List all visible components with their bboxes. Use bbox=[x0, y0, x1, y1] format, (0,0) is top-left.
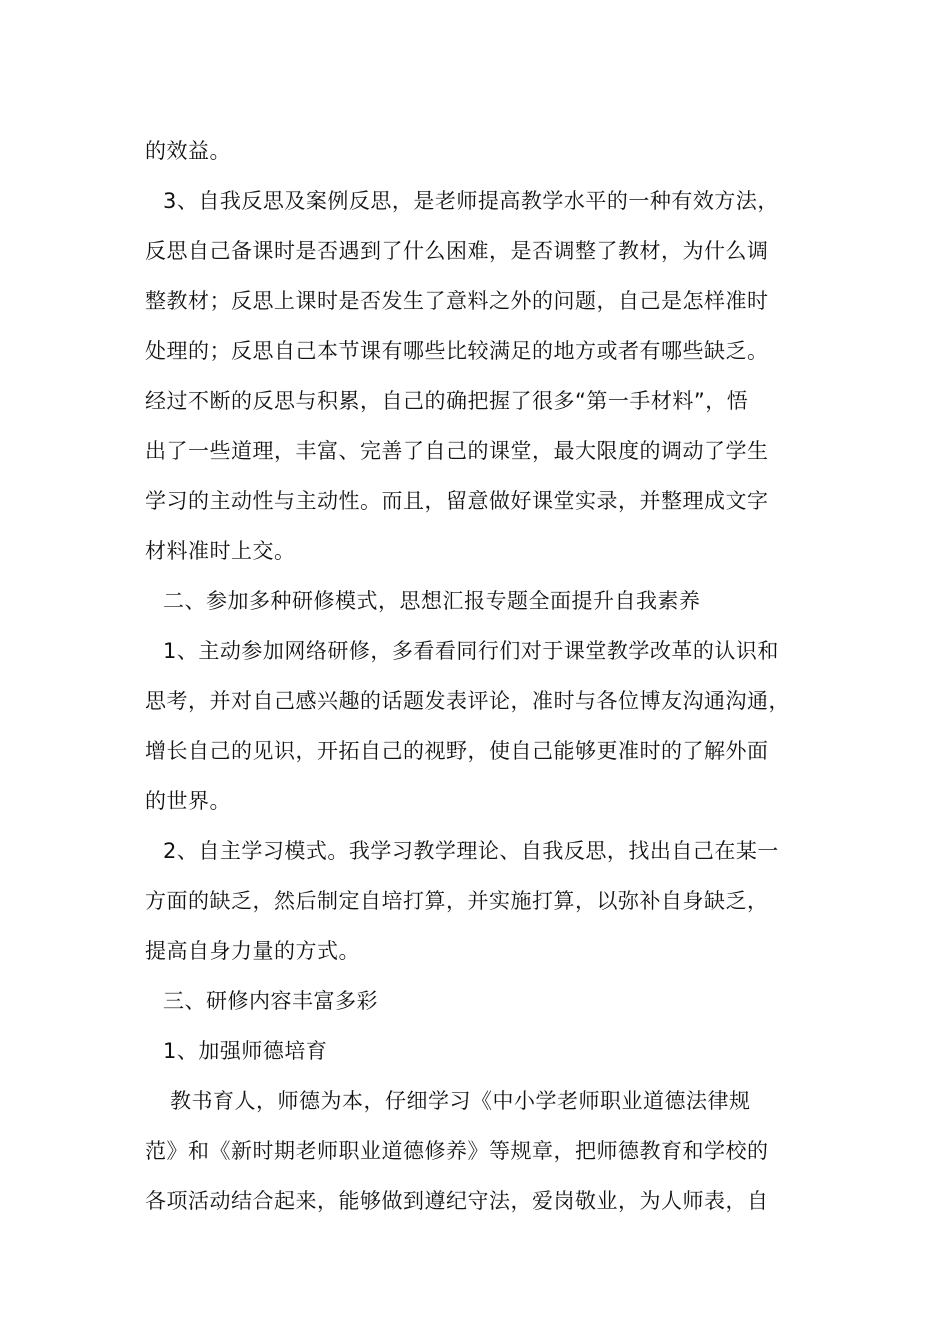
section-heading-2: 二、参加多种研修模式，思想汇报专题全面提升自我素养 bbox=[163, 589, 701, 613]
text-line-7: 出了一些道理，丰富、完善了自己的课堂，最大限度的调动了学生 bbox=[145, 439, 769, 463]
section-heading-3: 三、研修内容丰富多彩 bbox=[163, 989, 378, 1013]
text-line-4: 整教材；反思上课时是否发生了意料之外的问题，自己是怎样准时 bbox=[145, 289, 769, 313]
text-line-20: 教书育人，师德为本，仔细学习《中小学老师职业道德法律规 bbox=[170, 1089, 751, 1113]
text-line-14: 的世界。 bbox=[145, 789, 231, 813]
text-line-3: 反思自己备课时是否遇到了什么困难，是否调整了教材，为什么调 bbox=[145, 239, 769, 263]
text-line-9: 材料准时上交。 bbox=[145, 539, 296, 563]
text-line-16: 方面的缺乏，然后制定自培打算，并实施打算，以弥补自身缺乏， bbox=[145, 889, 769, 913]
text-line-1: 的效益。 bbox=[145, 139, 231, 163]
paragraph-item-3: 3、自我反思及案例反思，是老师提高教学水平的一种有效方法， bbox=[163, 189, 779, 213]
text-line-21: 范》和《新时期老师职业道德修养》等规章，把师德教育和学校的 bbox=[145, 1139, 769, 1163]
paragraph-item-1b: 1、加强师德培育 bbox=[163, 1039, 328, 1063]
text-line-22: 各项活动结合起来，能够做到遵纪守法，爱岗敬业，为人师表，自 bbox=[145, 1189, 769, 1213]
text-line-12: 思考，并对自己感兴趣的话题发表评论，准时与各位博友沟通沟通， bbox=[145, 689, 790, 713]
text-line-6: 经过不断的反思与积累，自己的确把握了很多“第一手材料”，悟 bbox=[145, 389, 749, 413]
paragraph-item-1: 1、主动参加网络研修，多看看同行们对于课堂教学改革的认识和 bbox=[163, 639, 779, 663]
paragraph-item-2: 2、自主学习模式。我学习教学理论、自我反思，找出自己在某一 bbox=[163, 839, 779, 863]
text-line-17: 提高自身力量的方式。 bbox=[145, 939, 360, 963]
text-line-13: 增长自己的见识，开拓自己的视野，使自己能够更准时的了解外面 bbox=[145, 739, 769, 763]
text-line-8: 学习的主动性与主动性。而且，留意做好课堂实录，并整理成文字 bbox=[145, 489, 769, 513]
text-line-5: 处理的；反思自己本节课有哪些比较满足的地方或者有哪些缺乏。 bbox=[145, 339, 769, 363]
